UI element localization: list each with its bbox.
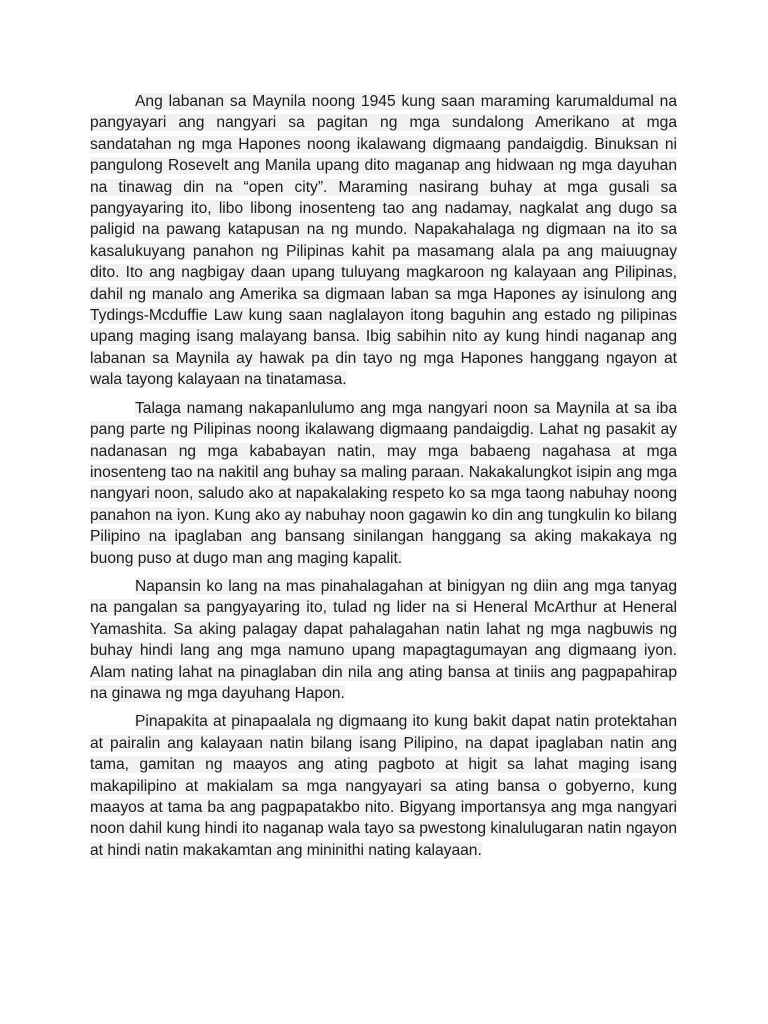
paragraph-4	[90, 711, 677, 861]
paragraph-3-text: Napansin ko lang na mas pinahalagahan at binigyan ng diin ang mga tanyag na pangalan sa pangyayaring ito, tulad ng lider na si Heneral McArthur at Heneral Yamashita. Sa aking palagay dapat pahalagahan natin lahat ng mga nagbuwis ng buhay hindi lang ang mga namuno upang mapagtagumayan ang digmaang iyon. Alam nating lahat na pinaglaban din nila ang ating bansa at tiniis ang pagpapahirap na ginawa ng mga dayuhang Hapon.	[90, 577, 677, 702]
paragraph-2	[90, 398, 677, 569]
paragraph-4-text: Pinapakita at pinapaalala ng digmaang ito kung bakit dapat natin protektahan at pairalin ang kalayaan natin bilang isang Pilipino, na dapat ipaglaban natin ang tama, gamitan ng maayos ang ating pagboto at higit sa lahat maging isang makapilipino at makialam sa mga nangyayari sa ating bansa o gobyerno, kung maayos at tama ba ang pagpapatakbo nito. Bigyang importansya ang mga nangyari noon dahil kung hindi ito naganap wala tayo sa pwestong kinalulugaran natin ngayon at hindi natin makakamtan ang mininithi nating kalayaan.	[90, 713, 677, 859]
document-body	[90, 91, 677, 868]
paragraph-3	[90, 576, 677, 704]
paragraph-1	[90, 91, 677, 391]
paragraph-1-text: Ang labanan sa Maynila noong 1945 kung saan maraming karumaldumal na pangyayari ang nangyari sa pagitan ng mga sundalong Amerikano at mga sandatahan ng mga Hapones noong ikalawang digmaang pandaigdig. Binuksan ni pangulong Rosevelt ang Manila upang dito maganap ang hidwaan ng mga dayuhan na tinawag din na “open city”. Maraming nasirang buhay at mga gusali sa pangyayaring ito, libo libong inosenteng tao ang nadamay, nagkalat ang dugo sa paligid na pawang katapusan na ng mundo. Napakahalaga ng digmaan na ito sa kasalukuyang panahon ng Pilipinas kahit pa masamang alala pa ang maiuugnay dito. Ito ang nagbigay daan upang tuluyang magkaroon ng kalayaan ang Pilipinas, dahil ng manalo ang Amerika sa digmaan laban sa mga Hapones ay isinulong ang Tydings-Mcduffie Law kung saan naglalayon itong baguhin ang estado ng pilipinas upang maging isang malayang bansa. Ibig sabihin nito ay kung hindi naganap ang labanan sa Maynila ay hawak pa din tayo ng mga Hapones hanggang ngayon at wala tayong kalayaan na tinatamasa.	[90, 93, 677, 389]
paragraph-2-text: Talaga namang nakapanlulumo ang mga nangyari noon sa Maynila at sa iba pang parte ng Pilipinas noong ikalawang digmaang pandaigdig. Lahat ng pasakit ay nadanasan ng mga kababayan natin, may mga babaeng nagahasa at mga inosenteng tao na nakitil ang buhay sa maling paraan. Nakakalungkot isipin ang mga nangyari noon, saludo ako at napakalaking respeto ko sa mga taong nabuhay noong panahon na iyon. Kung ako ay nabuhay noon gagawin ko din ang tungkulin ko bilang Pilipino na ipaglaban ang bansang sinilangan hanggang sa aking makakaya ng buong puso at dugo man ang maging kapalit.	[90, 399, 677, 567]
